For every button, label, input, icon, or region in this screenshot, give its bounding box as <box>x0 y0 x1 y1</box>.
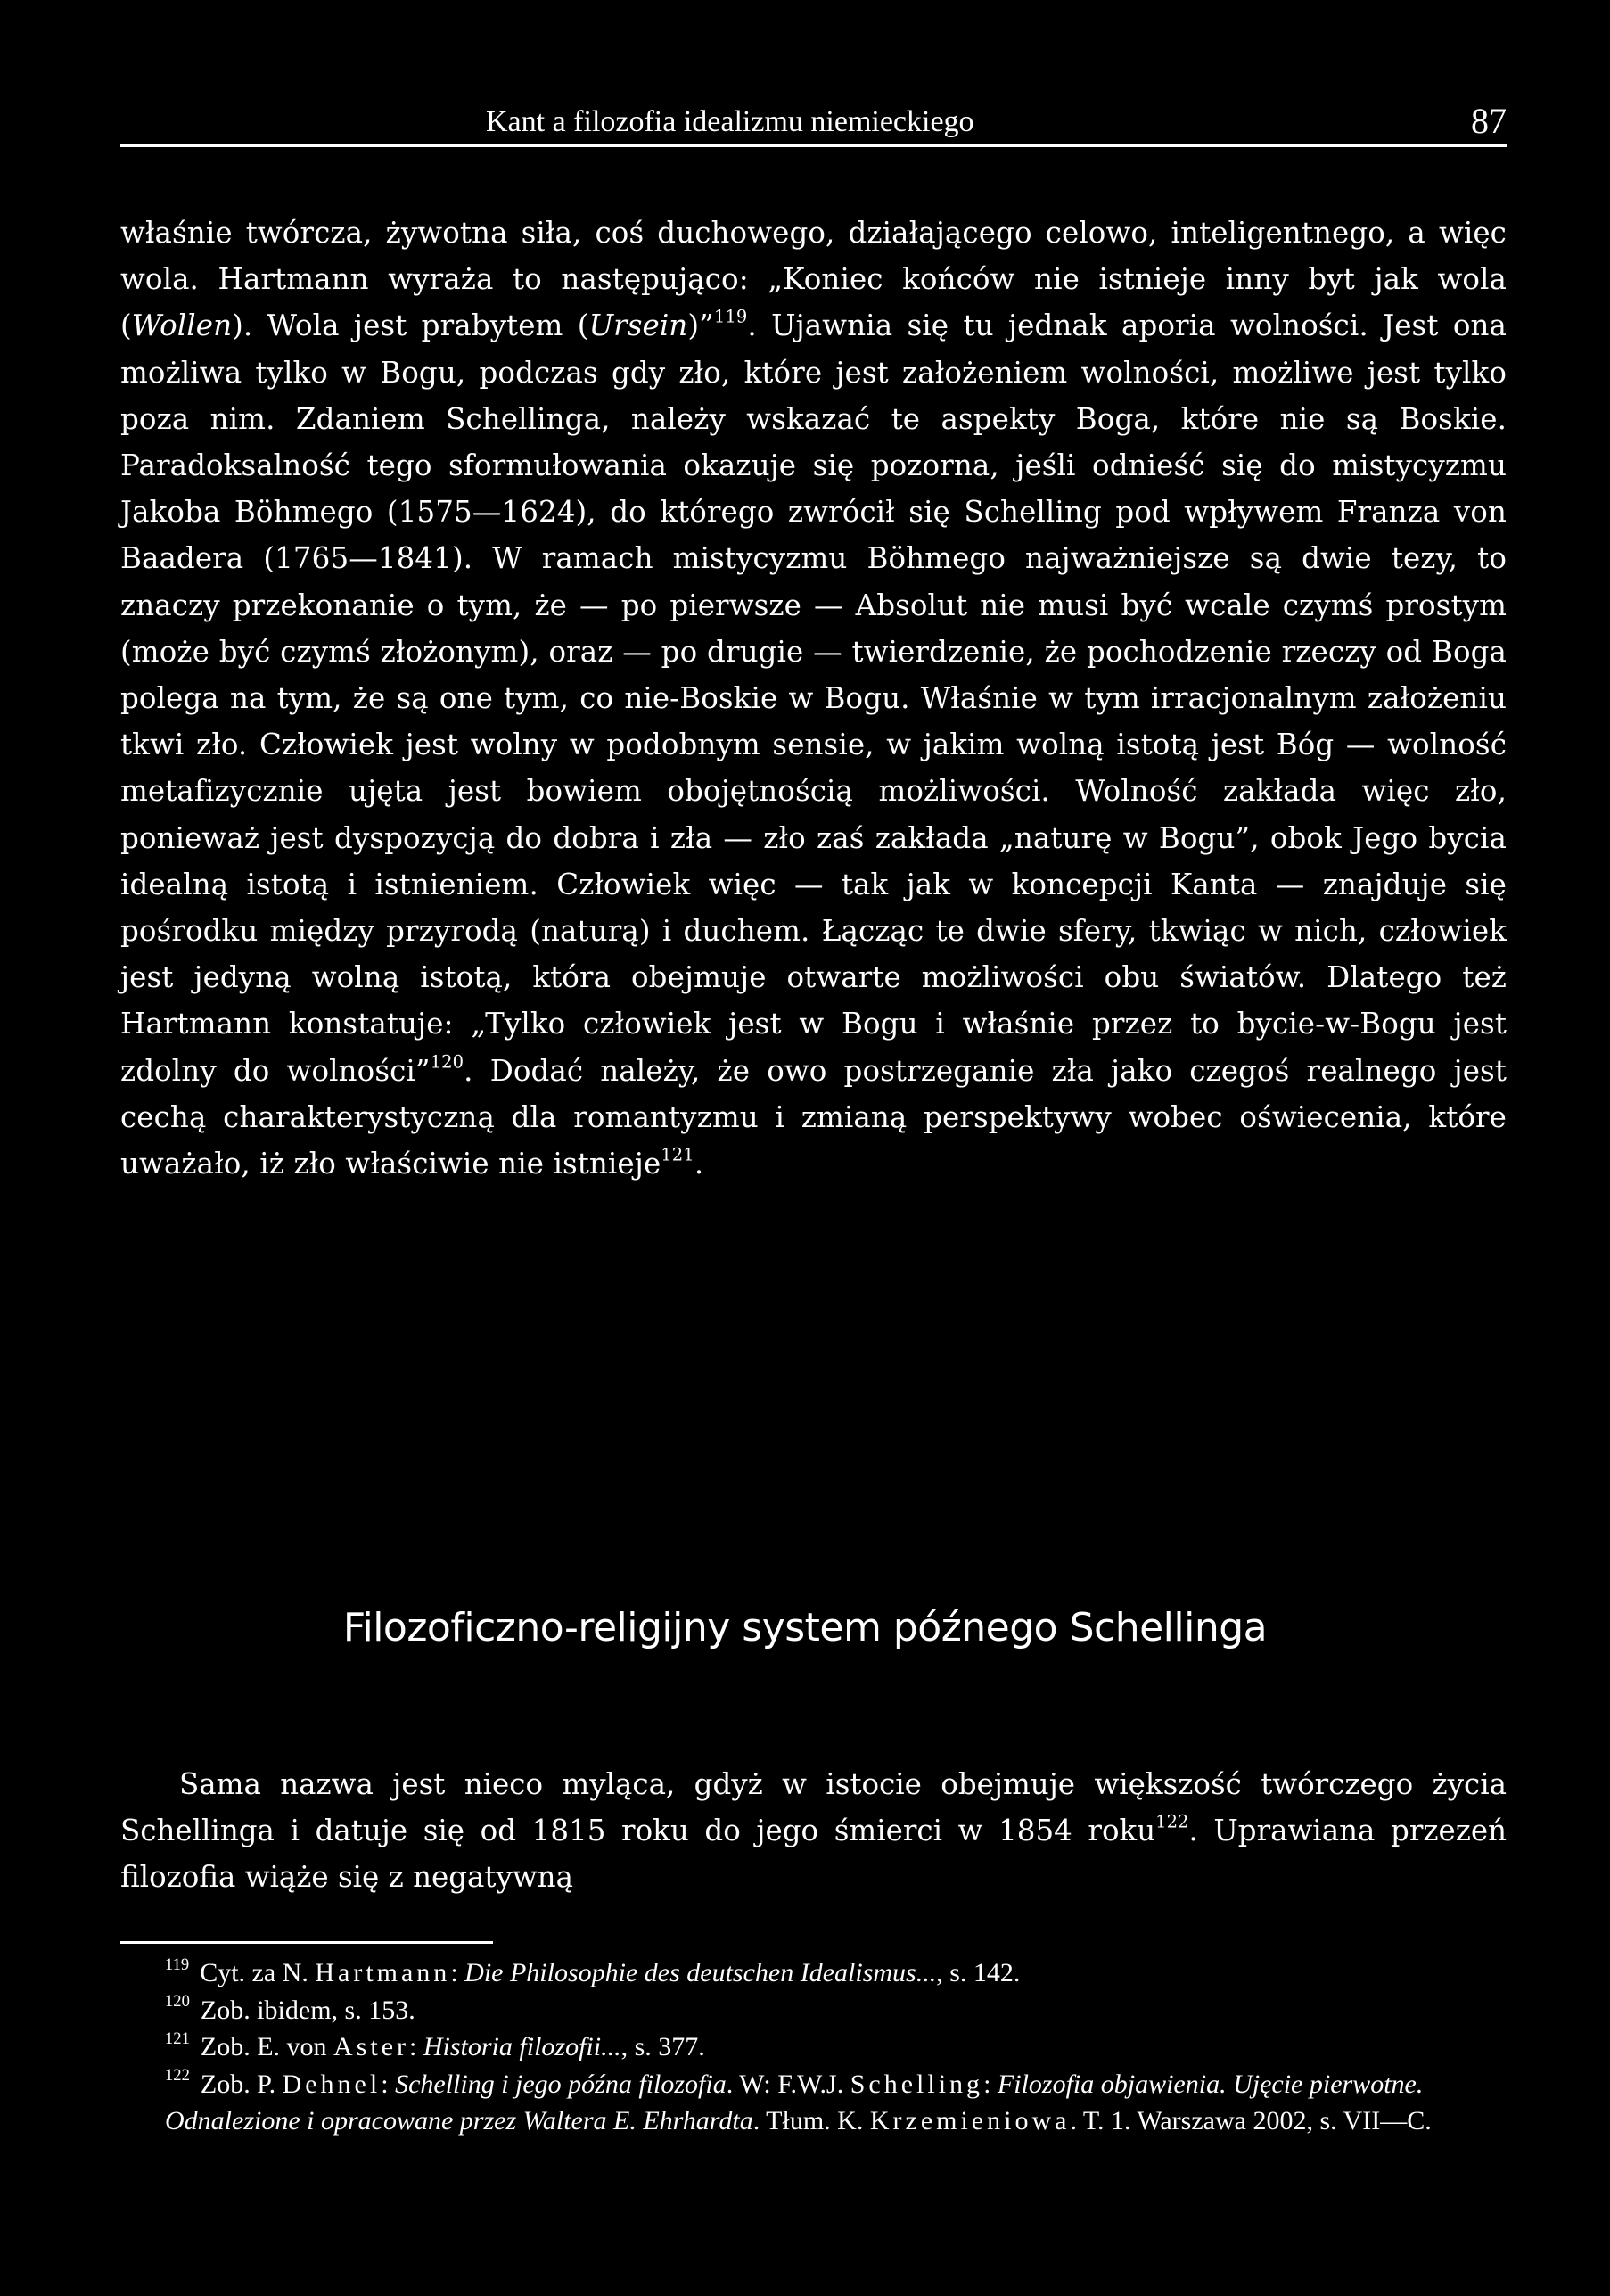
footnote-121 <box>120 2029 1507 2066</box>
text-run: : <box>450 1958 465 1987</box>
work-title: Historia filozofii... <box>423 2032 621 2061</box>
text-run: . W: F.W.J. <box>726 2069 850 2099</box>
running-header <box>120 100 1507 144</box>
text-run: : <box>409 2032 423 2061</box>
paragraph <box>120 1761 1507 1901</box>
paragraph <box>120 210 1507 1187</box>
text-run: , s. 377. <box>620 2032 705 2061</box>
footnote-119 <box>120 1954 1507 1992</box>
running-title: Kant a filozofia idealizmu niemieckiego <box>486 105 974 138</box>
text-run: , s. 142. <box>936 1958 1021 1987</box>
text-run: . Tłum. K. <box>752 2106 870 2136</box>
italic-term: Wollen <box>131 309 233 343</box>
text-run: Cyt. za N. <box>200 1958 316 1987</box>
text-run: Zob. E. von <box>200 2032 334 2061</box>
text-run: Zob. ibidem, s. 153. <box>200 1995 415 2025</box>
footnote-ref-121: 121 <box>661 1144 694 1165</box>
footnote-number: 121 <box>165 2029 190 2048</box>
text-run: ). Wola jest prabytem ( <box>232 309 589 343</box>
footnote-number: 119 <box>165 1954 190 1974</box>
italic-term: Ursein <box>588 309 688 343</box>
text-run: )” <box>687 309 714 343</box>
footnote-number: 120 <box>165 1992 190 2012</box>
text-run: : <box>381 2069 396 2099</box>
footnote-122 <box>120 2066 1507 2140</box>
work-title: Filozofia objawienia. Ujęcie pierwotne. Odnalezione i opracowane przez Waltera E. Ehrhardta <box>165 2069 1424 2136</box>
text-run: . Uprawiana przezeń filozofia wiąże się z negatywną <box>120 1814 1507 1895</box>
footnote-number: 122 <box>165 2066 190 2086</box>
work-title: Schelling i jego późna filozofia <box>395 2069 727 2099</box>
section-body-text <box>120 1761 1507 1901</box>
author-name: Aster <box>333 2032 410 2061</box>
text-run: . Ujawnia się tu jednak aporia wolności. Jest ona możliwa tylko w Bogu, podczas gdy zło, które jest założeniem wolności, możliwe jest tylko poza nim. Zdaniem Schellinga, należy wskazać te aspekty Boga, które nie są Boskie. Paradoksalność tego sformułowania okazuje się pozorna, jeśli odnieść się do mistycyzmu Jakoba Böhmego (1575—1624), do którego zwrócił się Schelling pod wpływem Franza von Baadera (1765—1841). W ramach mistycyzmu Böhmego najważniejsze są dwie tezy, to znaczy przekonanie o tym, że — po pierwsze — Absolut nie musi być wcale czymś prostym (może być czymś złożonym), oraz — po drugie — twierdzenie, że pochodzenie rzeczy od Boga polega na tym, że są one tym, co nie-Boskie w Bogu. Właśnie w tym irracjonalnym założeniu tkwi zło. Człowiek jest wolny w podobnym sensie, w jakim wolną istotą jest Bóg — wolność metafizycznie ujęta jest bowiem obojętnością możliwości. Wolność zakłada więc zło, ponieważ jest dyspozycją do dobra i zła — zło zaś zakłada „naturę w Bogu”, obok Jego bycia idealną istotą i istnieniem. Człowiek więc — tak jak w koncepcji Kanta — znajduje się pośrodku między przyrodą (naturą) i duchem. Łącząc te dwie sfery, tkwiąc w nich, człowiek jest jedyną wolną istotą, która obejmuje otwarte możliwości obu światów. Dlatego też Hartmann konstatuje: „Tylko człowiek jest w Bogu i właśnie przez to bycie-w-Bogu jest zdolny do wolności” <box>120 309 1507 1088</box>
section-heading: Filozoficzno-religijny system późnego Schellinga <box>342 1605 1268 1650</box>
author-name: Krzemieniowa <box>869 2106 1071 2136</box>
footnote-rule <box>120 1941 493 1944</box>
page-number: 87 <box>1471 101 1507 141</box>
text-run: właśnie twórcza, żywotna siła, coś duchowego, działającego celowo, inteligentnego, a więc wola. Hartmann wyraża to następująco: „Koniec końców nie istnieje inny byt jak wola ( <box>120 216 1507 343</box>
text-run: . T. 1. Warszawa 2002, s. VII—C. <box>1070 2106 1432 2136</box>
text-run: . <box>694 1147 704 1181</box>
text-run: Sama nazwa jest nieco myląca, gdyż w istocie obejmuje większość twórczego życia Schellinga i datuje się od 1815 roku do jego śmierci w 1854 roku <box>120 1767 1507 1848</box>
text-run: Zob. P. <box>200 2069 283 2099</box>
work-title: Die Philosophie des deutschen Idealismus... <box>464 1958 937 1987</box>
footnotes <box>120 1954 1507 2140</box>
footnote-ref-120: 120 <box>430 1051 464 1073</box>
footnote-ref-122: 122 <box>1155 1811 1189 1832</box>
author-name: Hartmann <box>315 1958 451 1987</box>
footnote-ref-119: 119 <box>713 306 748 327</box>
header-rule <box>120 144 1507 147</box>
text-run: : <box>983 2069 998 2099</box>
author-name: Schelling <box>850 2069 984 2099</box>
text-run: . Dodać należy, że owo postrzeganie zła jako czegoś realnego jest cechą charakterystyczną dla romantyzmu i zmianą perspektywy wobec oświecenia, które uważało, iż zło właściwie nie istnieje <box>120 1053 1507 1181</box>
main-body-text <box>120 210 1507 1187</box>
author-name: Dehnel <box>282 2069 382 2099</box>
footnote-120 <box>120 1992 1507 2029</box>
